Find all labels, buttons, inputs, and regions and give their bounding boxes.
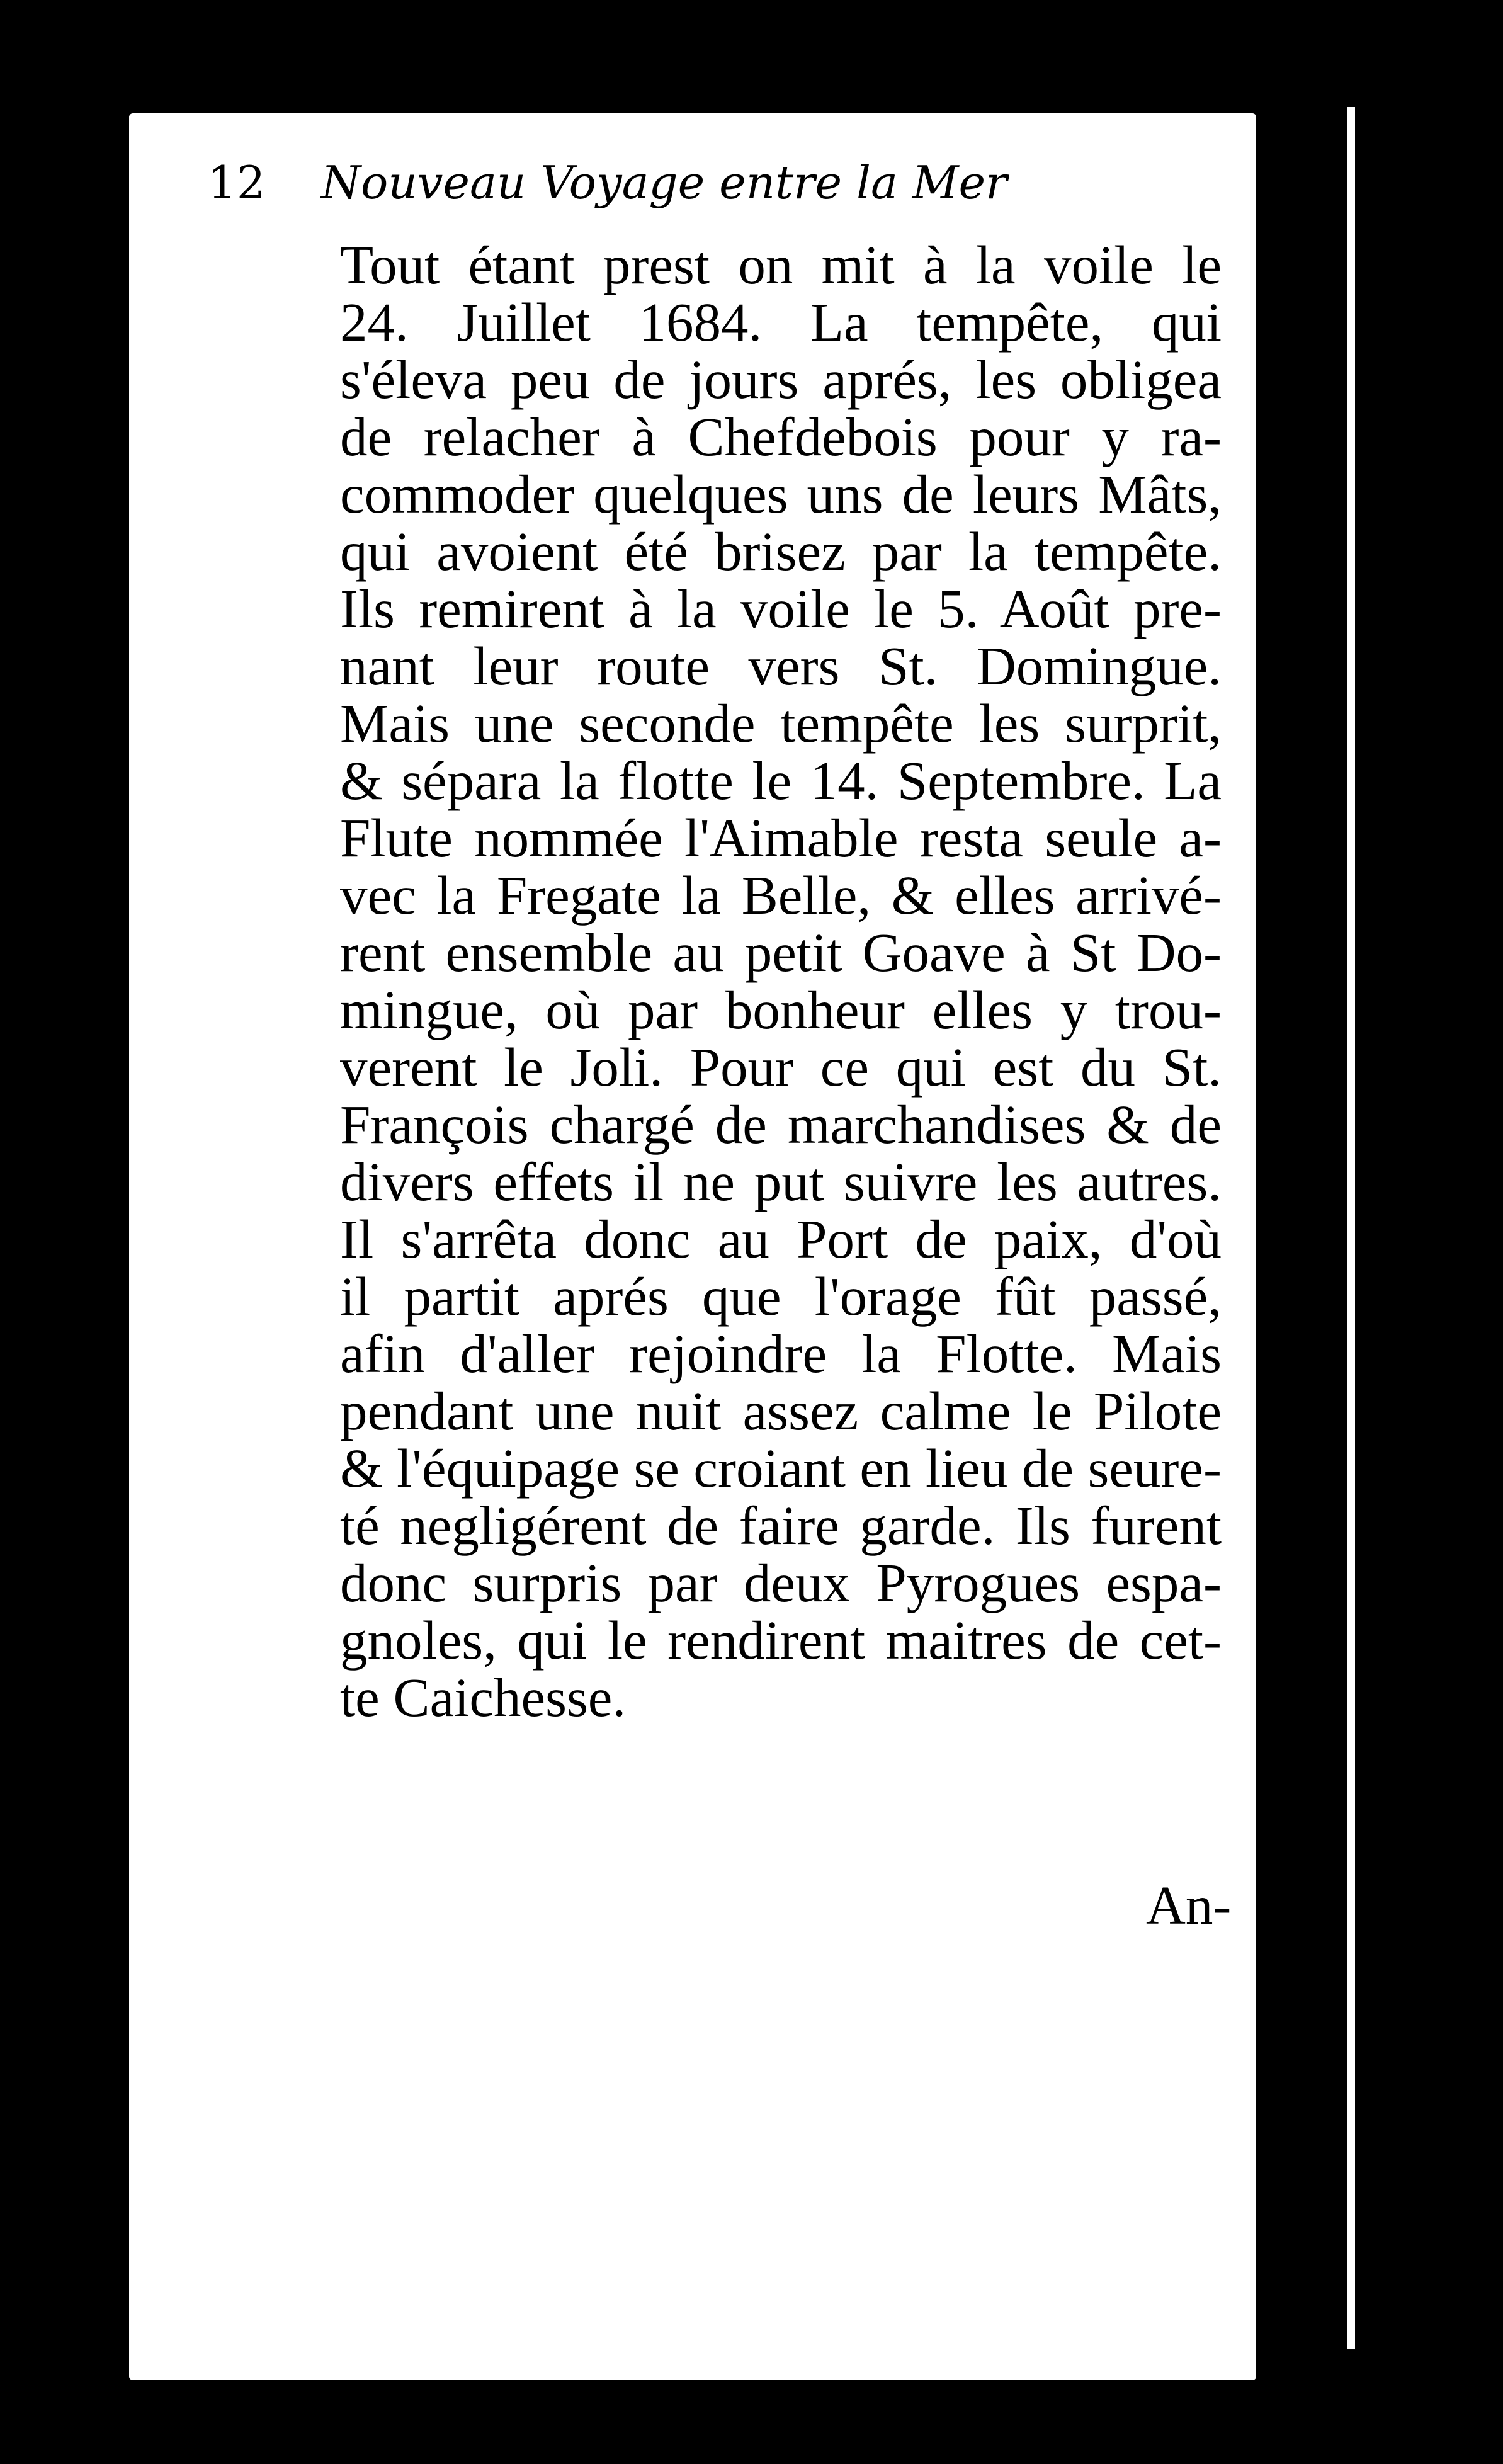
text-line: mingue, où par bonheur elles y trou- xyxy=(340,979,1222,1040)
text-line: rent ensemble au petit Goave à St Do- xyxy=(340,922,1222,983)
text-line: de relacher à Chefdebois pour y ra- xyxy=(340,406,1222,467)
text-line: Il s'arrêta donc au Port de paix, d'où xyxy=(340,1208,1222,1269)
text-line: divers effets il ne put suivre les autres. xyxy=(340,1151,1222,1212)
text-line: qui avoient été brisez par la tempête. xyxy=(340,521,1222,582)
text-line: nant leur route vers St. Domingue. xyxy=(340,635,1222,696)
text-line: té negligérent de faire garde. Ils furent xyxy=(340,1495,1222,1556)
text-line: Flute nommée l'Aimable resta seule a- xyxy=(340,807,1222,868)
catchword: An- xyxy=(1146,1875,1232,1936)
text-line: & l'équipage se croiant en lieu de seure- xyxy=(340,1438,1222,1499)
running-title: Nouveau Voyage entre la Mer xyxy=(321,156,1007,209)
text-line: Tout étant prest on mit à la voile le xyxy=(340,234,1222,295)
text-line: gnoles, qui le rendirent maitres de cet- xyxy=(340,1610,1222,1671)
text-line: vec la Fregate la Belle, & elles arrivé- xyxy=(340,865,1222,926)
text-line: Ils remirent à la voile le 5. Août pre- xyxy=(340,578,1222,639)
text-line: commoder quelques uns de leurs Mâts, xyxy=(340,463,1222,525)
text-line: & sépara la flotte le 14. Septembre. La xyxy=(340,750,1222,811)
text-line: s'éleva peu de jours aprés, les obligea xyxy=(340,349,1222,410)
body-text xyxy=(340,236,1222,1726)
page-header xyxy=(208,156,1240,225)
page-edge xyxy=(1347,107,1355,2349)
text-line: Mais une seconde tempête les surprit, xyxy=(340,693,1222,754)
text-line: afin d'aller rejoindre la Flotte. Mais xyxy=(340,1323,1222,1384)
text-line: verent le Joli. Pour ce qui est du St. xyxy=(340,1036,1222,1098)
text-line: donc surpris par deux Pyrogues espa- xyxy=(340,1552,1222,1613)
text-line: 24. Juillet 1684. La tempête, qui xyxy=(340,292,1222,353)
text-line: il partit aprés que l'orage fût passé, xyxy=(340,1266,1222,1327)
page-number: 12 xyxy=(208,156,266,209)
text-line: pendant une nuit assez calme le Pilote xyxy=(340,1380,1222,1441)
text-line: te Caichesse. xyxy=(340,1667,627,1728)
text-line: François chargé de marchandises & de xyxy=(340,1094,1222,1155)
